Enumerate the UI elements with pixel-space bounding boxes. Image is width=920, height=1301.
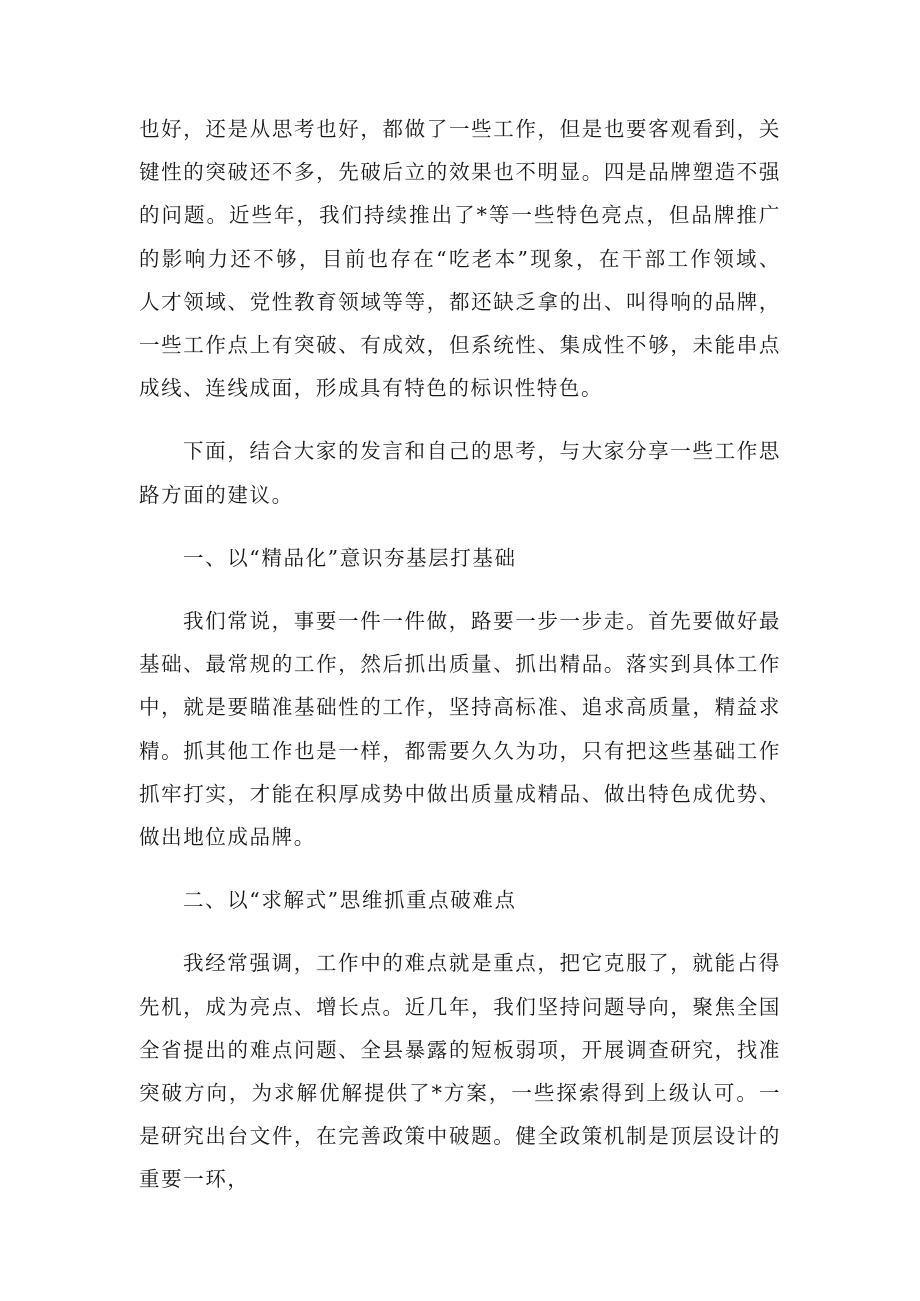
section-heading-2: 二、以“求解式”思维抓重点破难点 xyxy=(183,888,517,913)
paragraph-suggestions-intro: 下面，结合大家的发言和自己的思考，与大家分享一些工作思路方面的建议。 xyxy=(139,439,781,507)
paragraph-section-2: 我经常强调，工作中的难点就是重点，把它克服了，就能占得先机，成为亮点、增长点。近几年，我们坚持问题导向，聚焦全国全省提出的难点问题、全县暴露的短板弱项，开展调查研究，找准突破方向，为求解优解提供了*方案，一些探索得到上级认可。一是研究出台文件，在完善政策中破题。健全政策机制是顶层设计的重要一环， xyxy=(139,951,781,1192)
document-body xyxy=(139,108,781,1202)
paragraph-section-1: 我们常说，事要一件一件做，路要一步一步走。首先要做好最基础、最常规的工作，然后抓出质量、抓出精品。落实到具体工作中，就是要瞄准基础性的工作，坚持高标准、追求高质量，精益求精。抓其他工作也是一样，都需要久久为功，只有把这些基础工作抓牢打实，才能在积厚成势中做出质量成精品、做出特色成优势、做出地位成品牌。 xyxy=(139,609,781,850)
section-heading-1: 一、以“精品化”意识夯基层打基础 xyxy=(183,545,517,570)
paragraph-continuation: 也好，还是从思考也好，都做了一些工作，但是也要客观看到，关键性的突破还不多，先破后立的效果也不明显。四是品牌塑造不强的问题。近些年，我们持续推出了*等一些特色亮点，但品牌推广的影响力还不够，目前也存在“吃老本”现象，在干部工作领域、人才领域、党性教育领域等等，都还缺乏拿的出、叫得响的品牌，一些工作点上有突破、有成效，但系统性、集成性不够，未能串点成线、连线成面，形成具有特色的标识性特色。 xyxy=(139,117,781,401)
